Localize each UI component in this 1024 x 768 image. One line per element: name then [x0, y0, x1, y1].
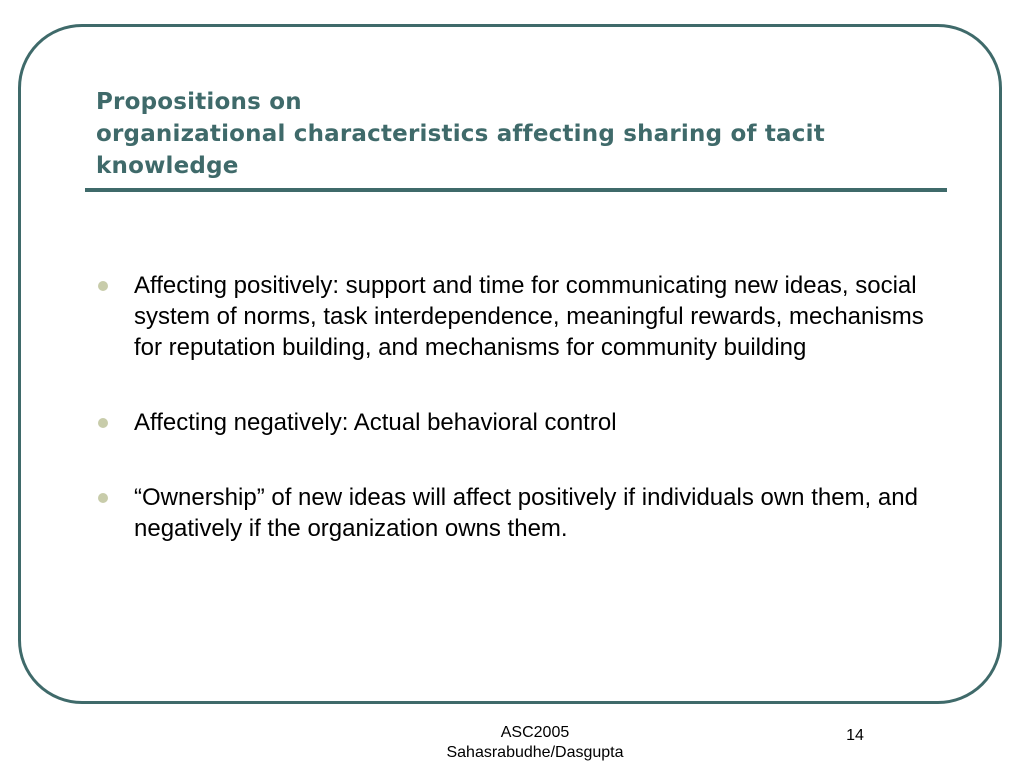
- bullet-icon: [98, 418, 108, 428]
- footer-credit: [400, 723, 670, 763]
- footer-line-1: ASC2005: [500, 724, 570, 741]
- slide-title: [96, 86, 956, 182]
- title-divider: [85, 188, 947, 192]
- page-number: 14: [846, 727, 864, 744]
- title-line-2: organizational characteristics affecting sharing of tacit: [96, 121, 825, 147]
- footer-line-2: Sahasrabudhe/Dasgupta: [446, 744, 624, 761]
- bullet-list: [96, 270, 946, 588]
- title-line-3: knowledge: [96, 153, 239, 179]
- bullet-icon: [98, 281, 108, 291]
- bullet-text: Affecting positively: support and time for communicating new ideas, social system of norms, task interdependence, meaningful rewards, mechanisms for reputation building, and mechanisms for community building: [134, 272, 924, 361]
- title-line-1: Propositions on: [96, 89, 302, 115]
- bullet-icon: [98, 493, 108, 503]
- bullet-item: [96, 407, 946, 438]
- bullet-text: Affecting negatively: Actual behavioral control: [134, 409, 617, 436]
- bullet-text: “Ownership” of new ideas will affect positively if individuals own them, and negatively if the organization owns them.: [134, 484, 918, 542]
- bullet-item: [96, 270, 946, 363]
- bullet-item: [96, 482, 946, 544]
